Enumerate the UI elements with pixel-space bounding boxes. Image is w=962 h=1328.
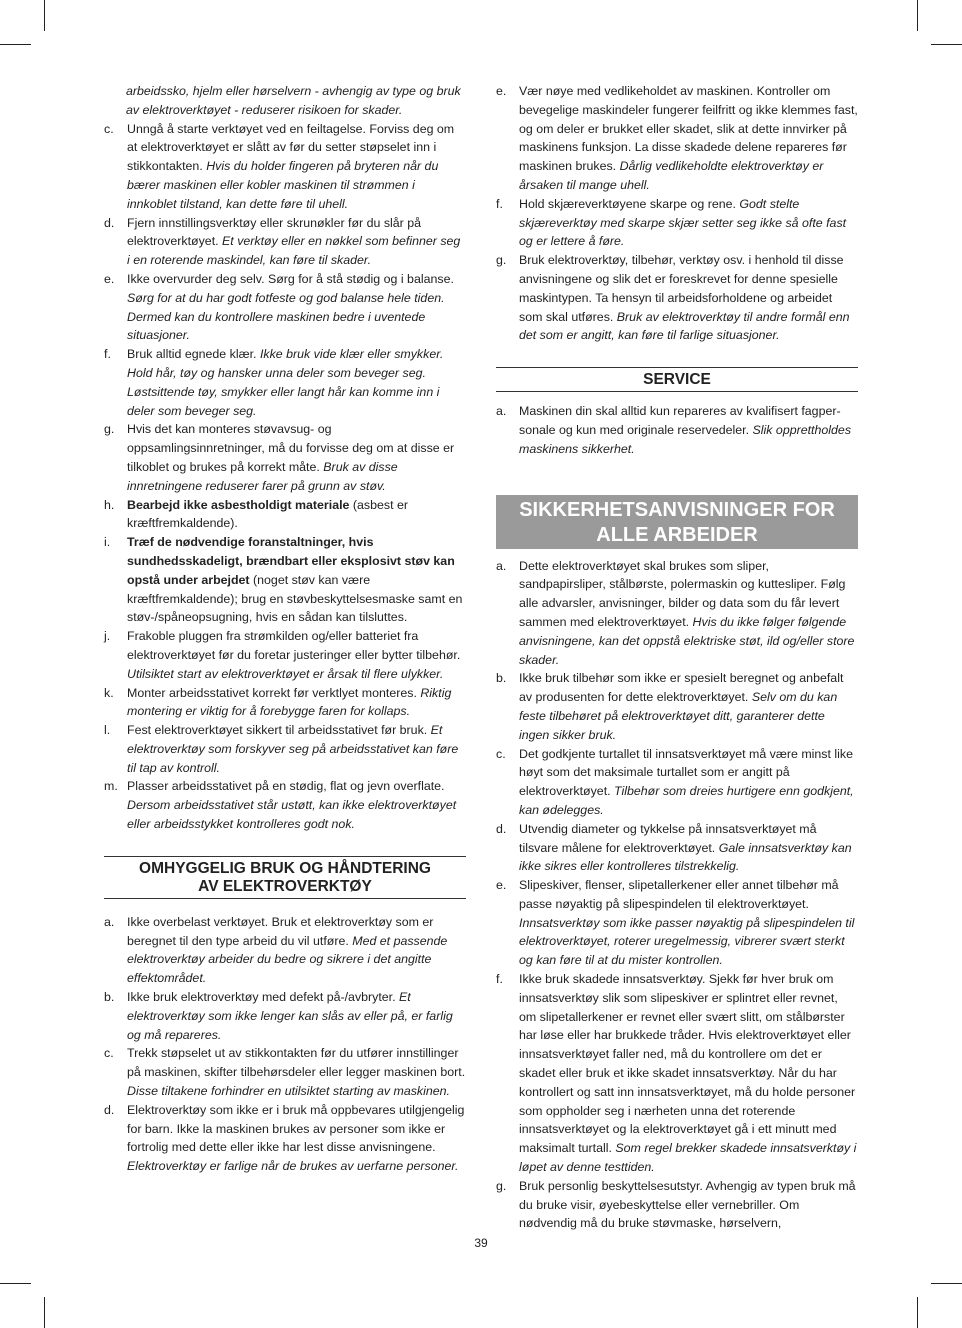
- section-banner-safety: SIKKERHETSANVISNINGER FOR ALLE ARBEIDER: [496, 495, 858, 549]
- crop-mark: [917, 0, 918, 31]
- crop-mark: [0, 44, 31, 45]
- list-item: a. Dette elektroverktøyet skal brukes som sliper, sandpapirsliper, stålbørste, polermaskin og kuttesliper. Følg alle advarsler, anvisninger, bilder og data som du får levert sammen med elektroverktøyet. Hvis du ikke følger følgende anvisningene, kan det oppstå elektriske støt, ild og/eller store skader.: [496, 558, 855, 667]
- list-item: g. Hvis det kan monteres støvavsug- og oppsamlingsinnretninger, må du forvisse deg om at disse er tilkoblet og brukes på korrekt måte. Bruk av disse innretningene reduserer farer på grunn av støv.: [104, 422, 455, 493]
- list-item-dust: i. Træf de nødvendige foranstaltninger, hvis sundhedsskadeligt, brændbart eller eksplosivt støv kan opstå under arbejdet (noget støv kan være kræftfremkaldende); brug en støvbeskyttelsesmaske samt en støv-/spåneopsugning, hvis en sådan kan tilsluttes.: [104, 535, 463, 625]
- list-item: e. Vær nøye med vedlikeholdet av maskinen. Kontroller om bevegelige maskindeler fungerer feilfritt og ikke klemmes fast, og om deler er brukket eller skadet, slik at dette innvirker på maskinens funksjon. La disse skadede delene repareres før maskinen brukes. Dårlig vedlikeholdte elektroverktøy er årsaken til mange uhell.: [496, 84, 858, 192]
- crop-mark: [44, 1297, 45, 1328]
- page-number: 39: [474, 1236, 488, 1250]
- left-items-group-a: [104, 120, 466, 496]
- list-item: e. Ikke overvurder deg selv. Sørg for å stå stødig og i balanse. Sørg for at du har godt fotfeste og god balanse hele tiden. Dermed kan du kontrollere maskinen bedre i uventede situasjoner.: [104, 271, 454, 343]
- list-item: j. Frakoble pluggen fra strømkilden og/eller batteriet fra elektroverktøyet før du foretar justeringer eller bytter tilbehør. Utilsiktet start av elektroverktøyet er årsak til flere ulykker.: [104, 629, 461, 681]
- left-items-group-b: [104, 627, 466, 834]
- list-item: d. Utvendig diameter og tykkelse på innsatsverktøyet må tilsvare målene for elektroverktøyet. Gale innsatsverktøy kan ikke sikres eller kontrolleres tilstrekkelig.: [496, 821, 852, 874]
- list-item: f. Ikke bruk skadede innsatsverktøy. Sjekk før hver bruk om innsatsverktøy slik som slipeskiver er splintret eller revnet, om slipetallerkener er revnet eller svært slitt, om stålbørster har løse eller har brukkede tråder. Hvis elektroverktøyet eller innsatsverktøyet faller ned, må du kontrollere om det er skadet eller bruk et ikke skadet innsatsverktøy. Når du har kontrollert og satt inn innsatsverktøyet, må du holde personer som oppholder seg i nærheten unna det roterende innsatsverktøyet og la elektroverktøyet gå i ett minutt med maksimalt turtall. Som regel brekker skadede innsatsverktøy i løpet av denne testtiden.: [496, 972, 857, 1175]
- list-item: e. Slipeskiver, flenser, slipetallerkener eller annet tilbehør må passe nøyaktig på slipespindelen til elektroverktøyet. Innsatsverktøy som ikke passer nøyaktig på slipespindelen til elektroverktøyet, roterer uregelmessig, vibrerer svært sterkt og kan føre til at du mister kontrollen.: [496, 878, 855, 968]
- right-items-group-b: [496, 557, 858, 1234]
- list-item: b. Ikke bruk elektroverktøy med defekt på-/avbryter. Et elektroverktøy som ikke lenger kan slås av eller på, er farlig og må repareres.: [104, 990, 453, 1042]
- list-item: k. Monter arbeidsstativet korrekt før verktlyet monteres. Riktig montering er viktig for å forebygge faren for kollaps.: [104, 685, 452, 719]
- section-heading-careful-use: OMHYGGELIG BRUK OG HÅNDTERING AV ELEKTROVERKTØY: [104, 856, 466, 899]
- crop-mark: [44, 0, 45, 31]
- service-list-item: a. Maskinen din skal alltid kun repareres av kvalifisert fagper-sonale og kun med originale reservedeler. Slik opprettholdes maskinens sikkerhet.: [496, 404, 852, 456]
- right-items-group-a: [496, 82, 858, 345]
- crop-mark: [0, 1283, 31, 1284]
- list-item: a. Ikke overbelast verktøyet. Bruk et elektroverktøy som er beregnet til den type arbeid du vil utføre. Med et passende elektroverktøy arbeider du bedre og sikrere i det angitte effektområdet.: [104, 914, 448, 986]
- crop-mark: [917, 1297, 918, 1328]
- section-heading-service: SERVICE: [496, 367, 858, 392]
- list-item: c. Unngå å starte verktøyet ved en feiltagelse. Forviss deg om at elektroverktøyet er slått av før du setter støpselet inn i stikkontakten. Hvis du holder fingeren på bryteren når du bærer maskinen eller kobler maskinen til strømmen i innkoblet tilstand, kan dette føre til uhell.: [104, 121, 455, 211]
- left-items-group-c: [104, 913, 466, 1176]
- left-column: [104, 82, 466, 1176]
- list-item: g. Bruk personlig beskyttelsesutstyr. Avhengig av typen bruk må du bruke visir, øyebeskyttelse eller vernebriller. Om nødvendig må du bruke støvmaske, hørselvern,: [496, 1178, 856, 1231]
- crop-mark: [931, 44, 962, 45]
- list-item: b. Ikke bruk tilbehør som ikke er spesielt beregnet og anbefalt av produsenten for dette elektroverktøyet. Selv om du kan feste tilbehøret på elektroverktøyet ditt, garanterer dette ingen sikker bruk.: [496, 671, 844, 742]
- list-item: g. Bruk elektroverktøy, tilbehør, verktøy osv. i henhold til disse anvisningene og slik det er foreskrevet for denne spesielle maskintypen. Ta hensyn til arbeidsforholdene og arbeidet som skal utføres. Bruk av elektroverktøy til andre formål enn det som er angitt, kan føre til farlige situasjoner.: [496, 253, 850, 343]
- list-item: c. Det godkjente turtallet til innsatsverktøyet må være minst like høyt som det maksimale turtallet som er angitt på elektroverktøyet. Tilbehør som dreies hurtigere enn godkjent, kan ødelegges.: [496, 746, 854, 817]
- list-item: f. Bruk alltid egnede klær. Ikke bruk vide klær eller smykker. Hold hår, tøy og hansker unna deler som beveger seg. Løstsittende tøy, smykker eller langt hår kan komme inn i deler som beveger seg.: [104, 347, 444, 418]
- list-item: d. Elektroverktøy som ikke er i bruk må oppbevares utilgjengelig for barn. Ikke la maskinen brukes av personer som ikke er fortrolig med dette eller ikke har lest disse anvisningene. Elektroverktøy er farlige når de brukes av uerfarne personer.: [104, 1102, 465, 1174]
- list-item: c. Trekk støpselet ut av stikkontakten før du utfører innstillinger på maskinen, skifter tilbehørsdeler eller legger maskinen bort. Disse tiltakene forhindrer en utilsiktet starting av maskinen.: [104, 1046, 466, 1099]
- list-item: m. Plasser arbeidsstativet på en stødig, flat og jevn overflate. Dersom arbeidsstativet står ustøtt, kan ikke elektroverktøyet eller arbeidsstykket kontrolleres godt nok.: [104, 779, 457, 832]
- crop-mark: [931, 1283, 962, 1284]
- intro-italic-paragraph: arbeidssko, hjelm eller hørselvern - avhengig av type og bruk av elektroverktøyet - reduserer risikoen for skader.: [126, 84, 461, 117]
- list-item-asbestos: h. Bearbejd ikke asbestholdigt materiale (asbest er kræftfremkaldende).: [104, 497, 408, 531]
- list-item: f. Hold skjæreverktøyene skarpe og rene. Godt stelte skjæreverktøy med skarpe skjær setter seg ikke så ofte fast og er lettere å føre.: [496, 196, 847, 249]
- list-item: d. Fjern innstillingsverktøy eller skrunøkler før du slår på elektroverktøyet. Et verktøy eller en nøkkel som befinner seg i en roterende maskindel, kan føre til skader.: [104, 215, 461, 268]
- right-column: [496, 82, 858, 1233]
- list-item: l. Fest elektroverktøyet sikkert til arbeidsstativet før bruk. Et elektroverktøy som forskyver seg på arbeidsstativet kan føre til tap av kontroll.: [104, 723, 459, 775]
